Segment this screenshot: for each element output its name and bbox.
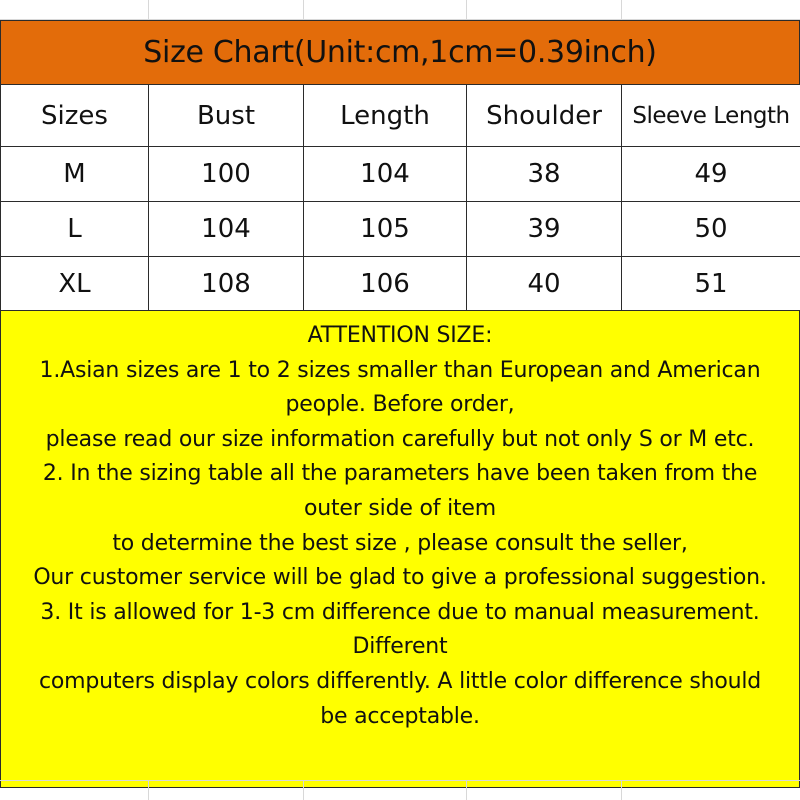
size-chart-title: Size Chart(Unit:cm,1cm=0.39inch): [0, 20, 800, 85]
header-bust: Bust: [149, 85, 304, 147]
attention-line: Different: [352, 634, 448, 660]
attention-heading: ATTENTION SIZE:: [307, 323, 493, 348]
cell-length: 105: [304, 202, 467, 257]
attention-line: 3. It is allowed for 1-3 cm difference due to manual measurement.: [40, 599, 760, 625]
header-sizes: Sizes: [1, 85, 149, 147]
header-length: Length: [304, 85, 467, 147]
cell-shoulder: 39: [467, 202, 622, 257]
cell-shoulder: 40: [467, 257, 622, 312]
cell-sleeve-length: 50: [622, 202, 800, 257]
attention-line: 2. In the sizing table all the parameters have been taken from the: [42, 461, 758, 487]
cell-bust: 108: [149, 257, 304, 312]
attention-line: to determine the best size , please consult the seller,: [112, 530, 688, 556]
cell-length: 106: [304, 257, 467, 312]
header-shoulder: Shoulder: [467, 85, 622, 147]
table-row: [1, 257, 800, 312]
attention-notice: [0, 310, 800, 788]
cell-shoulder: 38: [467, 147, 622, 202]
size-table: [0, 84, 800, 312]
attention-line: computers display colors differently. A little color difference should: [38, 668, 762, 694]
cell-bust: 100: [149, 147, 304, 202]
attention-line: Our customer service will be glad to give a professional suggestion.: [33, 565, 767, 591]
attention-line: please read our size information carefully but not only S or M etc.: [45, 426, 755, 452]
attention-line: outer side of item: [304, 495, 496, 521]
table-row: [1, 202, 800, 257]
spreadsheet-grid-top: [0, 0, 800, 20]
cell-size: M: [1, 147, 149, 202]
spreadsheet-grid-bottom: [0, 780, 800, 800]
cell-length: 104: [304, 147, 467, 202]
table-row: [1, 147, 800, 202]
cell-size: XL: [1, 257, 149, 312]
cell-sleeve-length: 49: [622, 147, 800, 202]
header-sleeve-length: Sleeve Length: [622, 85, 800, 147]
attention-line: be acceptable.: [320, 703, 480, 729]
table-header-row: [1, 85, 800, 147]
cell-sleeve-length: 51: [622, 257, 800, 312]
size-chart: [0, 20, 800, 780]
cell-size: L: [1, 202, 149, 257]
attention-line: people. Before order,: [285, 392, 515, 418]
attention-line: 1.Asian sizes are 1 to 2 sizes smaller than European and American: [39, 357, 761, 383]
cell-bust: 104: [149, 202, 304, 257]
